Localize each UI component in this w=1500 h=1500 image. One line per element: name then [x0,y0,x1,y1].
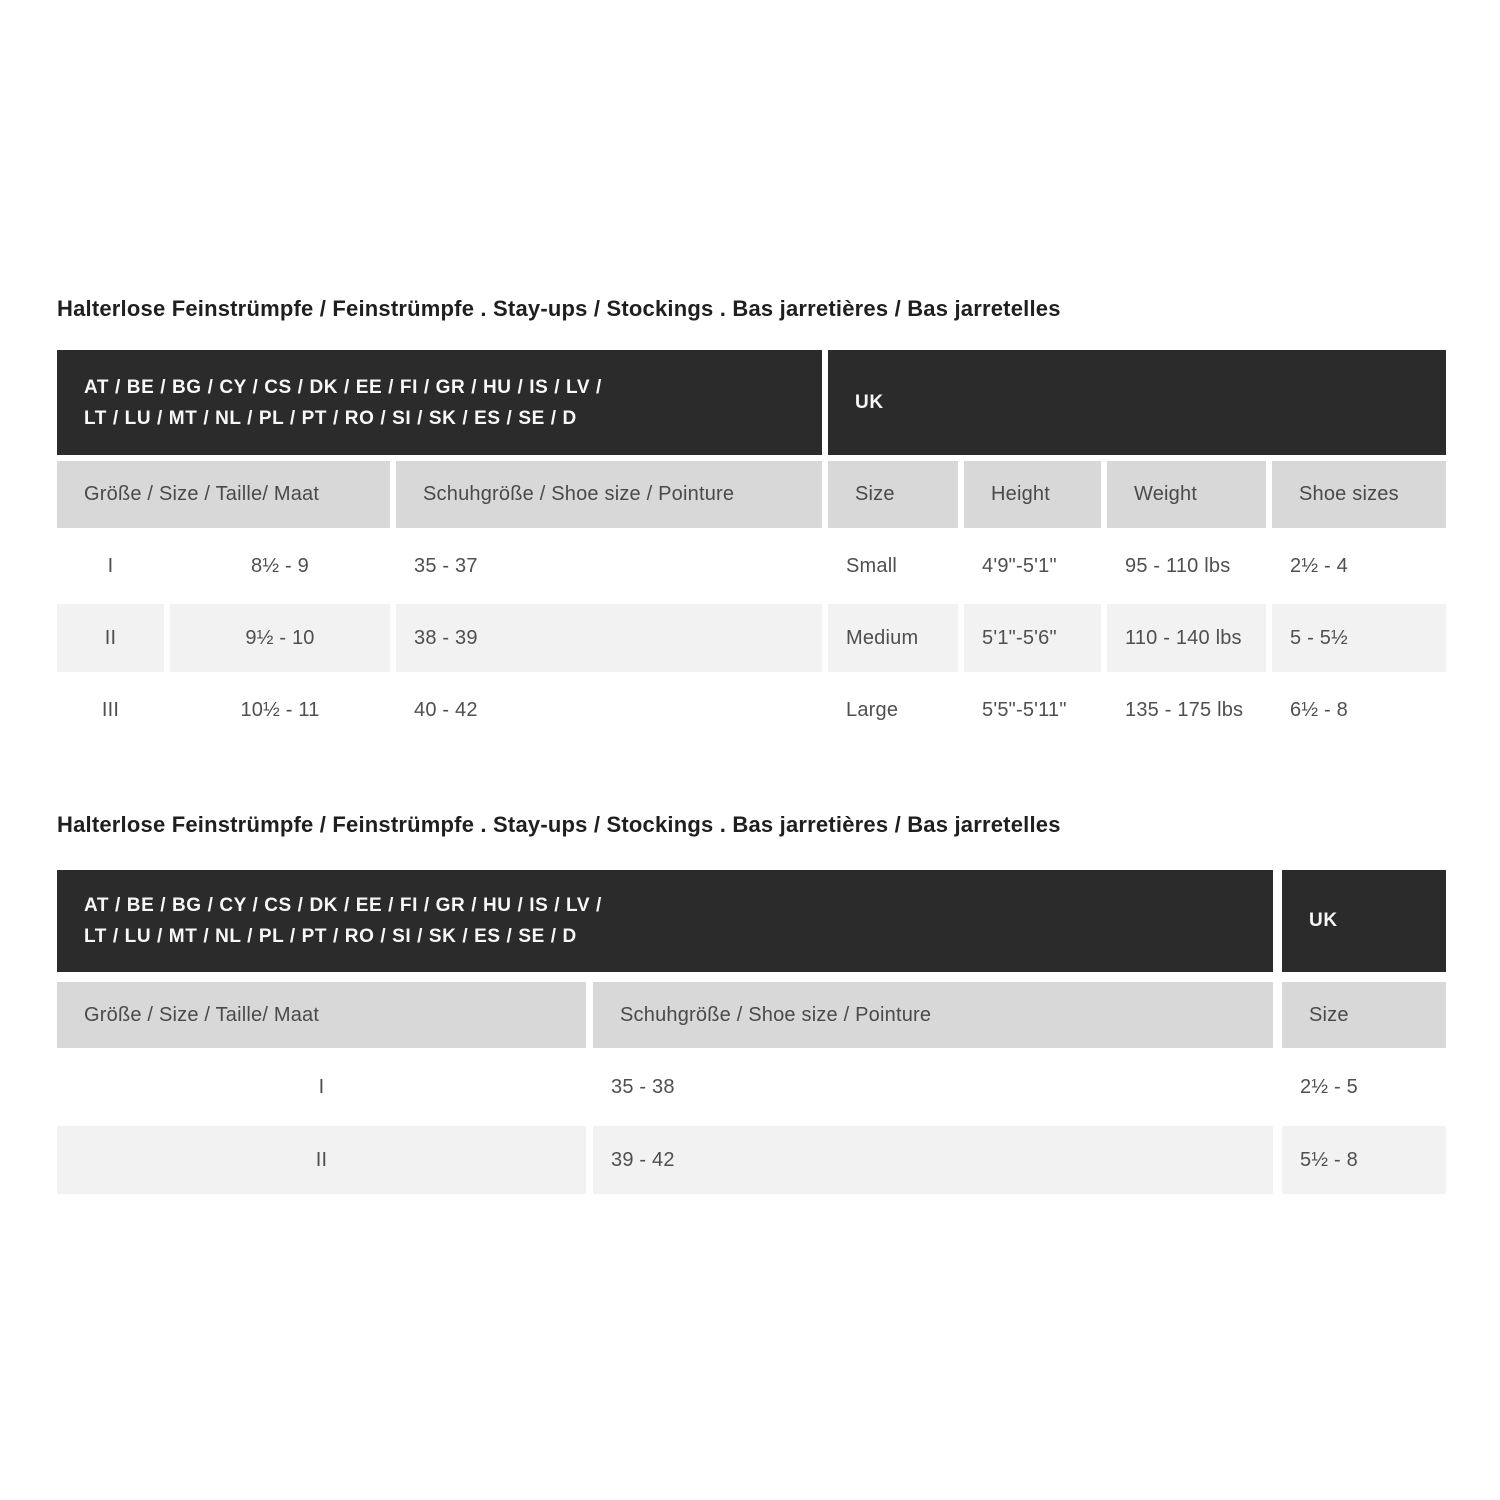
cell-uk-shoe-sizes: 5 - 5½ [1272,604,1446,672]
cell-shoe-size: 40 - 42 [414,698,478,721]
table-row [57,1126,1446,1194]
eu-countries-header-cell [57,870,1273,972]
table-row [57,604,1446,672]
region-header-row [57,350,1446,455]
col-header-uk-size: Size [828,461,958,528]
eu-countries-line1: AT / BE / BG / CY / CS / DK / EE / FI / GR / HU / IS / LV / [84,895,602,916]
cell-numeral: II [57,1126,586,1194]
region-header-row [57,870,1446,972]
cell-uk-shoe-sizes: 5½ - 8 [1282,1126,1446,1194]
cell-uk-shoe-sizes: 2½ - 5 [1300,1075,1358,1098]
eu-countries-list [84,372,602,434]
cell-numeral: III [101,698,120,721]
uk-header-cell: UK [1282,870,1446,972]
cell-size: 9½ - 10 [170,604,390,672]
cell-uk-weight: 110 - 140 lbs [1107,604,1266,672]
col-header-shoe-size: Schuhgröße / Shoe size / Pointure [396,461,822,528]
col-header-uk-height: Height [964,461,1101,528]
col-header-uk-size: Size [1282,982,1446,1048]
eu-countries-header-cell [57,350,822,455]
cell-uk-shoe-sizes: 6½ - 8 [1290,698,1348,721]
cell-uk-size: Small [846,554,898,577]
col-header-uk-shoe-sizes: Shoe sizes [1272,461,1446,528]
cell-shoe-size: 35 - 37 [414,554,478,577]
cell-size: 10½ - 11 [240,698,320,721]
cell-uk-height: 4'9"-5'1" [982,554,1057,577]
table-row [57,1053,1446,1121]
column-header-row [57,461,1446,528]
section1-title: Halterlose Feinstrümpfe / Feinstrümpfe . Stay-ups / Stockings . Bas jarretières / Bas jarretelles [57,296,1061,321]
cell-shoe-size: 38 - 39 [396,604,822,672]
table-row [57,532,1446,600]
cell-uk-size: Medium [828,604,958,672]
cell-numeral: I [107,554,114,577]
cell-numeral: II [57,604,164,672]
column-header-row [57,982,1446,1048]
eu-countries-line1: AT / BE / BG / CY / CS / DK / EE / FI / GR / HU / IS / LV / [84,376,602,398]
eu-countries-line2: LT / LU / MT / NL / PL / PT / RO / SI / SK / ES / SE / D [84,407,577,429]
cell-uk-weight: 135 - 175 lbs [1125,698,1244,721]
section2-title: Halterlose Feinstrümpfe / Feinstrümpfe . Stay-ups / Stockings . Bas jarretières / Bas jarretelles [57,812,1061,837]
size-table-eu-uk-simple [57,870,1446,1194]
cell-shoe-size: 39 - 42 [593,1126,1273,1194]
cell-uk-height: 5'5"-5'11" [982,698,1067,721]
cell-numeral: I [318,1075,325,1098]
size-table-eu-uk-detailed [57,350,1446,744]
cell-uk-size: Large [846,698,899,721]
cell-uk-height: 5'1"-5'6" [964,604,1101,672]
col-header-shoe-size: Schuhgröße / Shoe size / Pointure [593,982,1273,1048]
table-row [57,676,1446,744]
eu-countries-list [84,890,602,952]
cell-shoe-size: 35 - 38 [611,1075,675,1098]
col-header-size: Größe / Size / Taille/ Maat [57,461,390,528]
eu-countries-line2: LT / LU / MT / NL / PL / PT / RO / SI / SK / ES / SE / D [84,926,577,947]
col-header-uk-weight: Weight [1107,461,1266,528]
col-header-size: Größe / Size / Taille/ Maat [57,982,586,1048]
cell-size: 8½ - 9 [251,554,309,577]
cell-uk-weight: 95 - 110 lbs [1125,554,1231,577]
cell-uk-shoe-sizes: 2½ - 4 [1290,554,1348,577]
uk-header-cell: UK [828,350,1446,455]
